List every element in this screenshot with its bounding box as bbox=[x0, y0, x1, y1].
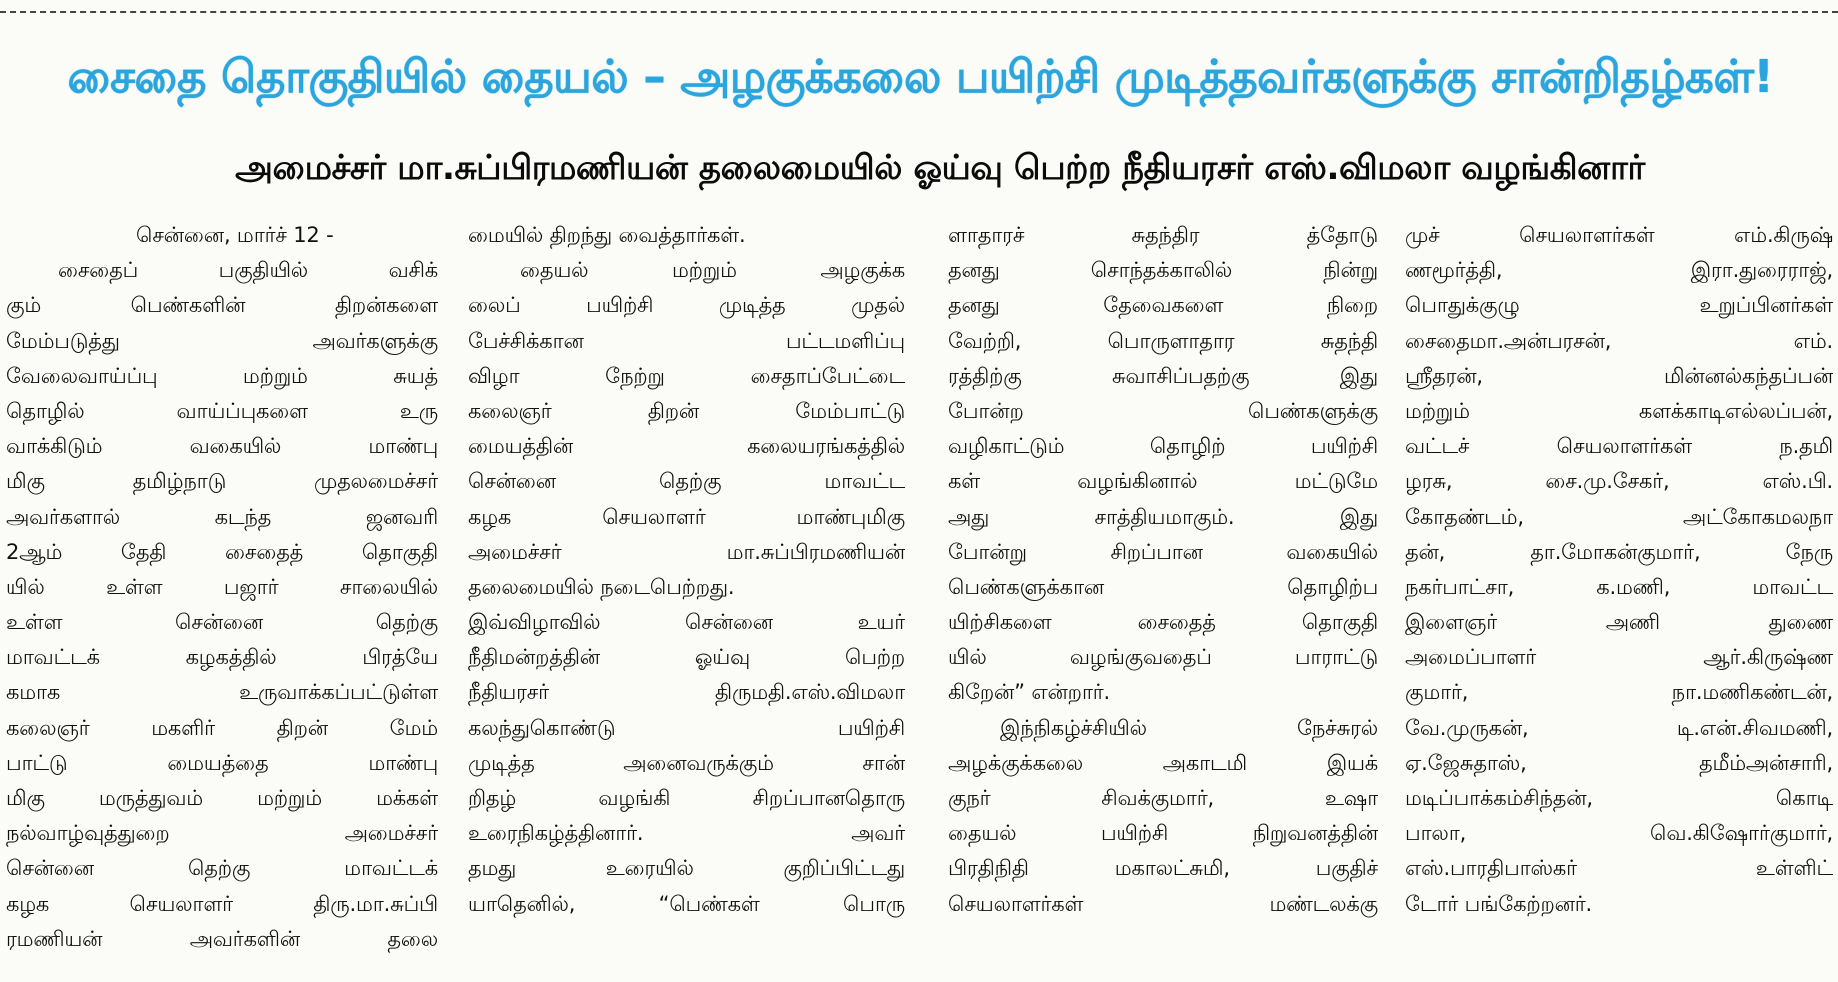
article-line: ழரசு, சை.மு.சேகர், எஸ்.பி. bbox=[1405, 469, 1833, 494]
article-line: இந்நிகழ்ச்சியில் நேச்சுரல் bbox=[1000, 715, 1378, 740]
article-line: தலைமையில் நடைபெற்றது. bbox=[468, 574, 735, 599]
article-line: அழக்குக்கலை அகாடமி இயக் bbox=[948, 750, 1378, 775]
article-line: றிதழ் வழங்கி சிறப்பானதொரு bbox=[468, 786, 905, 810]
article-line: யில் வழங்குவதைப் பாராட்டு bbox=[948, 645, 1378, 670]
article-column-4 bbox=[1405, 218, 1833, 978]
article-line: எஸ்.பாரதிபாஸ்கர் உள்ளிட் bbox=[1405, 856, 1833, 881]
article-line: தனது தேவைகளை நிறை bbox=[948, 293, 1378, 318]
article-line: பேச்சிக்கான பட்டமளிப்பு bbox=[468, 328, 905, 353]
article-line: தொழில் வாய்ப்புகளை உரு bbox=[6, 398, 438, 423]
article-line: மற்றும் களக்காடிஎல்லப்பன், bbox=[1405, 398, 1833, 423]
subheadline: அமைச்சர் மா.சுப்பிரமணியன் தலைமையில் ஓய்வு பெற்ற நீதியரசர் எஸ்.விமலா வழங்கினார் bbox=[235, 148, 1645, 188]
article-line: சைதைப் பகுதியில் வசிக் bbox=[58, 258, 438, 283]
article-line: பொதுக்குழு உறுப்பினர்கள் bbox=[1405, 293, 1833, 318]
article-line: ரமணியன் அவர்களின் தலை bbox=[6, 926, 438, 951]
article-line: சைதைமா.அன்பரசன், எம். bbox=[1405, 328, 1833, 353]
article-line: அமைப்பாளர் ஆர்.கிருஷ்ண bbox=[1405, 645, 1833, 670]
article-line: மடிப்பாக்கம்சிந்தன், கொடி bbox=[1405, 786, 1833, 810]
article-line: செயலாளர்கள் மண்டலக்கு bbox=[948, 891, 1378, 916]
article-column-1 bbox=[6, 218, 438, 978]
article-line: தமது உரையில் குறிப்பிட்டது bbox=[468, 856, 905, 881]
article-line: ஏ.ஜேசுதாஸ், தமீம்அன்சாரி, bbox=[1405, 750, 1833, 775]
article-line: தன், தா.மோகன்குமார், நேரு bbox=[1405, 539, 1833, 564]
article-line: போன்று சிறப்பான வகையில் bbox=[948, 539, 1378, 564]
article-line: வாக்கிடும் வகையில் மாண்பு bbox=[6, 434, 438, 459]
article-line: முச் செயலாளர்கள் எம்.கிருஷ் bbox=[1405, 223, 1833, 247]
article-line: விழா நேற்று சைதாப்பேட்டை bbox=[468, 363, 905, 388]
article-line: வே.முருகன், டி.என்.சிவமணி, bbox=[1405, 715, 1833, 740]
article-line: குமார், நா.மணிகண்டன், bbox=[1405, 680, 1833, 705]
article-line: லைப் பயிற்சி முடித்த முதல் bbox=[468, 293, 905, 318]
article-line: ளாதாரச் சுதந்திர த்தோடு bbox=[948, 223, 1378, 247]
article-line: மாவட்டக் கழகத்தில் பிரத்யே bbox=[6, 645, 438, 670]
article-line: கோதண்டம், அட்கோகமலநா bbox=[1405, 504, 1833, 529]
article-line: உள்ள சென்னை தெற்கு bbox=[6, 610, 438, 635]
article-line: அமைச்சர் மா.சுப்பிரமணியன் bbox=[468, 539, 905, 564]
article-line: ரத்திற்கு சுவாசிப்பதற்கு இது bbox=[948, 363, 1378, 388]
dashed-separator-rule bbox=[0, 11, 1838, 13]
article-line: கிறேன்” என்றார். bbox=[948, 680, 1110, 705]
article-line: மையத்தின் கலையரங்கத்தில் bbox=[468, 434, 905, 459]
article-line: பெண்களுக்கான தொழிற்ப bbox=[948, 574, 1378, 599]
article-line: பாலா, வெ.கிஷோர்குமார், bbox=[1405, 821, 1833, 846]
article-line: மேம்படுத்து அவர்களுக்கு bbox=[6, 328, 438, 353]
article-line: மிகு தமிழ்நாடு முதலமைச்சர் bbox=[6, 469, 438, 494]
article-line: இளைஞர் அணி துணை bbox=[1405, 610, 1833, 635]
headline: சைதை தொகுதியில் தையல் – அழகுக்கலை பயிற்சி முடித்தவர்களுக்கு சான்றிதழ்கள்! bbox=[67, 49, 1774, 103]
article-line: சென்னை தெற்கு மாவட்ட bbox=[468, 469, 905, 494]
article-line: ஸ்ரீதரன், மின்னல்கந்தப்பன் bbox=[1405, 363, 1833, 388]
article-line: கழக செயலாளர் மாண்புமிகு bbox=[468, 504, 905, 529]
article-column-2 bbox=[468, 218, 905, 978]
article-line: முடித்த அனைவருக்கும் சான் bbox=[468, 750, 905, 775]
article-line: வழிகாட்டும் தொழிற் பயிற்சி bbox=[948, 434, 1378, 459]
article-line: குநர் சிவக்குமார், உஷா bbox=[948, 786, 1378, 810]
article-line: 2ஆம் தேதி சைதைத் தொகுதி bbox=[6, 539, 438, 564]
article-line: கள் வழங்கினால் மட்டுமே bbox=[948, 469, 1378, 494]
article-line: தையல் பயிற்சி நிறுவனத்தின் bbox=[948, 821, 1378, 846]
article-line: நீதியரசர் திருமதி.எஸ்.விமலா bbox=[468, 680, 905, 705]
article-line: போன்ற பெண்களுக்கு bbox=[948, 398, 1378, 423]
article-line: மையில் திறந்து வைத்தார்கள். bbox=[468, 223, 746, 247]
article-line: அவர்களால் கடந்த ஜனவரி bbox=[6, 504, 438, 529]
article-line: நகர்பாட்சா, க.மணி, மாவட்ட bbox=[1405, 574, 1833, 599]
article-line: இவ்விழாவில் சென்னை உயர் bbox=[468, 610, 905, 635]
article-line: மிகு மருத்துவம் மற்றும் மக்கள் bbox=[6, 786, 438, 810]
article-line: சென்னை, மார்ச் 12 - bbox=[136, 223, 334, 247]
article-line: கலந்துகொண்டு பயிற்சி bbox=[468, 715, 905, 740]
article-line: உரைநிகழ்த்தினார். அவர் bbox=[468, 821, 905, 846]
article-line: யிற்சிகளை சைதைத் தொகுதி bbox=[948, 610, 1378, 635]
article-line: பிரதிநிதி மகாலட்சுமி, பகுதிச் bbox=[948, 856, 1378, 881]
article-line: கும் பெண்களின் திறன்களை bbox=[6, 293, 438, 318]
article-line: தனது சொந்தக்காலில் நின்று bbox=[948, 258, 1378, 283]
article-line: கழக செயலாளர் திரு.மா.சுப்பி bbox=[6, 891, 438, 916]
article-line: கலைஞர் திறன் மேம்பாட்டு bbox=[468, 398, 905, 423]
article-line: சென்னை தெற்கு மாவட்டக் bbox=[6, 856, 438, 881]
article-line: யாதெனில், “பெண்கள் பொரு bbox=[468, 891, 905, 916]
article-line: ணமூர்த்தி, இரா.துரைராஜ், bbox=[1405, 258, 1833, 283]
article-line: அது சாத்தியமாகும். இது bbox=[948, 504, 1378, 529]
article-line: பாட்டு மையத்தை மாண்பு bbox=[6, 750, 438, 775]
previous-article-strip bbox=[0, 0, 1838, 18]
article-line: யில் உள்ள பஜார் சாலையில் bbox=[6, 574, 438, 599]
article-line: வட்டச் செயலாளர்கள் ந.தமி bbox=[1405, 434, 1833, 459]
article-line: கமாக உருவாக்கப்பட்டுள்ள bbox=[6, 680, 438, 705]
article-column-3 bbox=[948, 218, 1378, 978]
article-line: வேற்றி, பொருளாதார சுதந்தி bbox=[948, 328, 1378, 353]
article-line: வேலைவாய்ப்பு மற்றும் சுயத் bbox=[6, 363, 438, 388]
article-line: கலைஞர் மகளிர் திறன் மேம் bbox=[6, 715, 438, 740]
article-line: டோர் பங்கேற்றனர். bbox=[1405, 891, 1593, 916]
article-line: நல்வாழ்வுத்துறை அமைச்சர் bbox=[6, 821, 438, 846]
article-line: தையல் மற்றும் அழகுக்க bbox=[520, 258, 905, 283]
article-line: நீதிமன்றத்தின் ஓய்வு பெற்ற bbox=[468, 645, 905, 670]
